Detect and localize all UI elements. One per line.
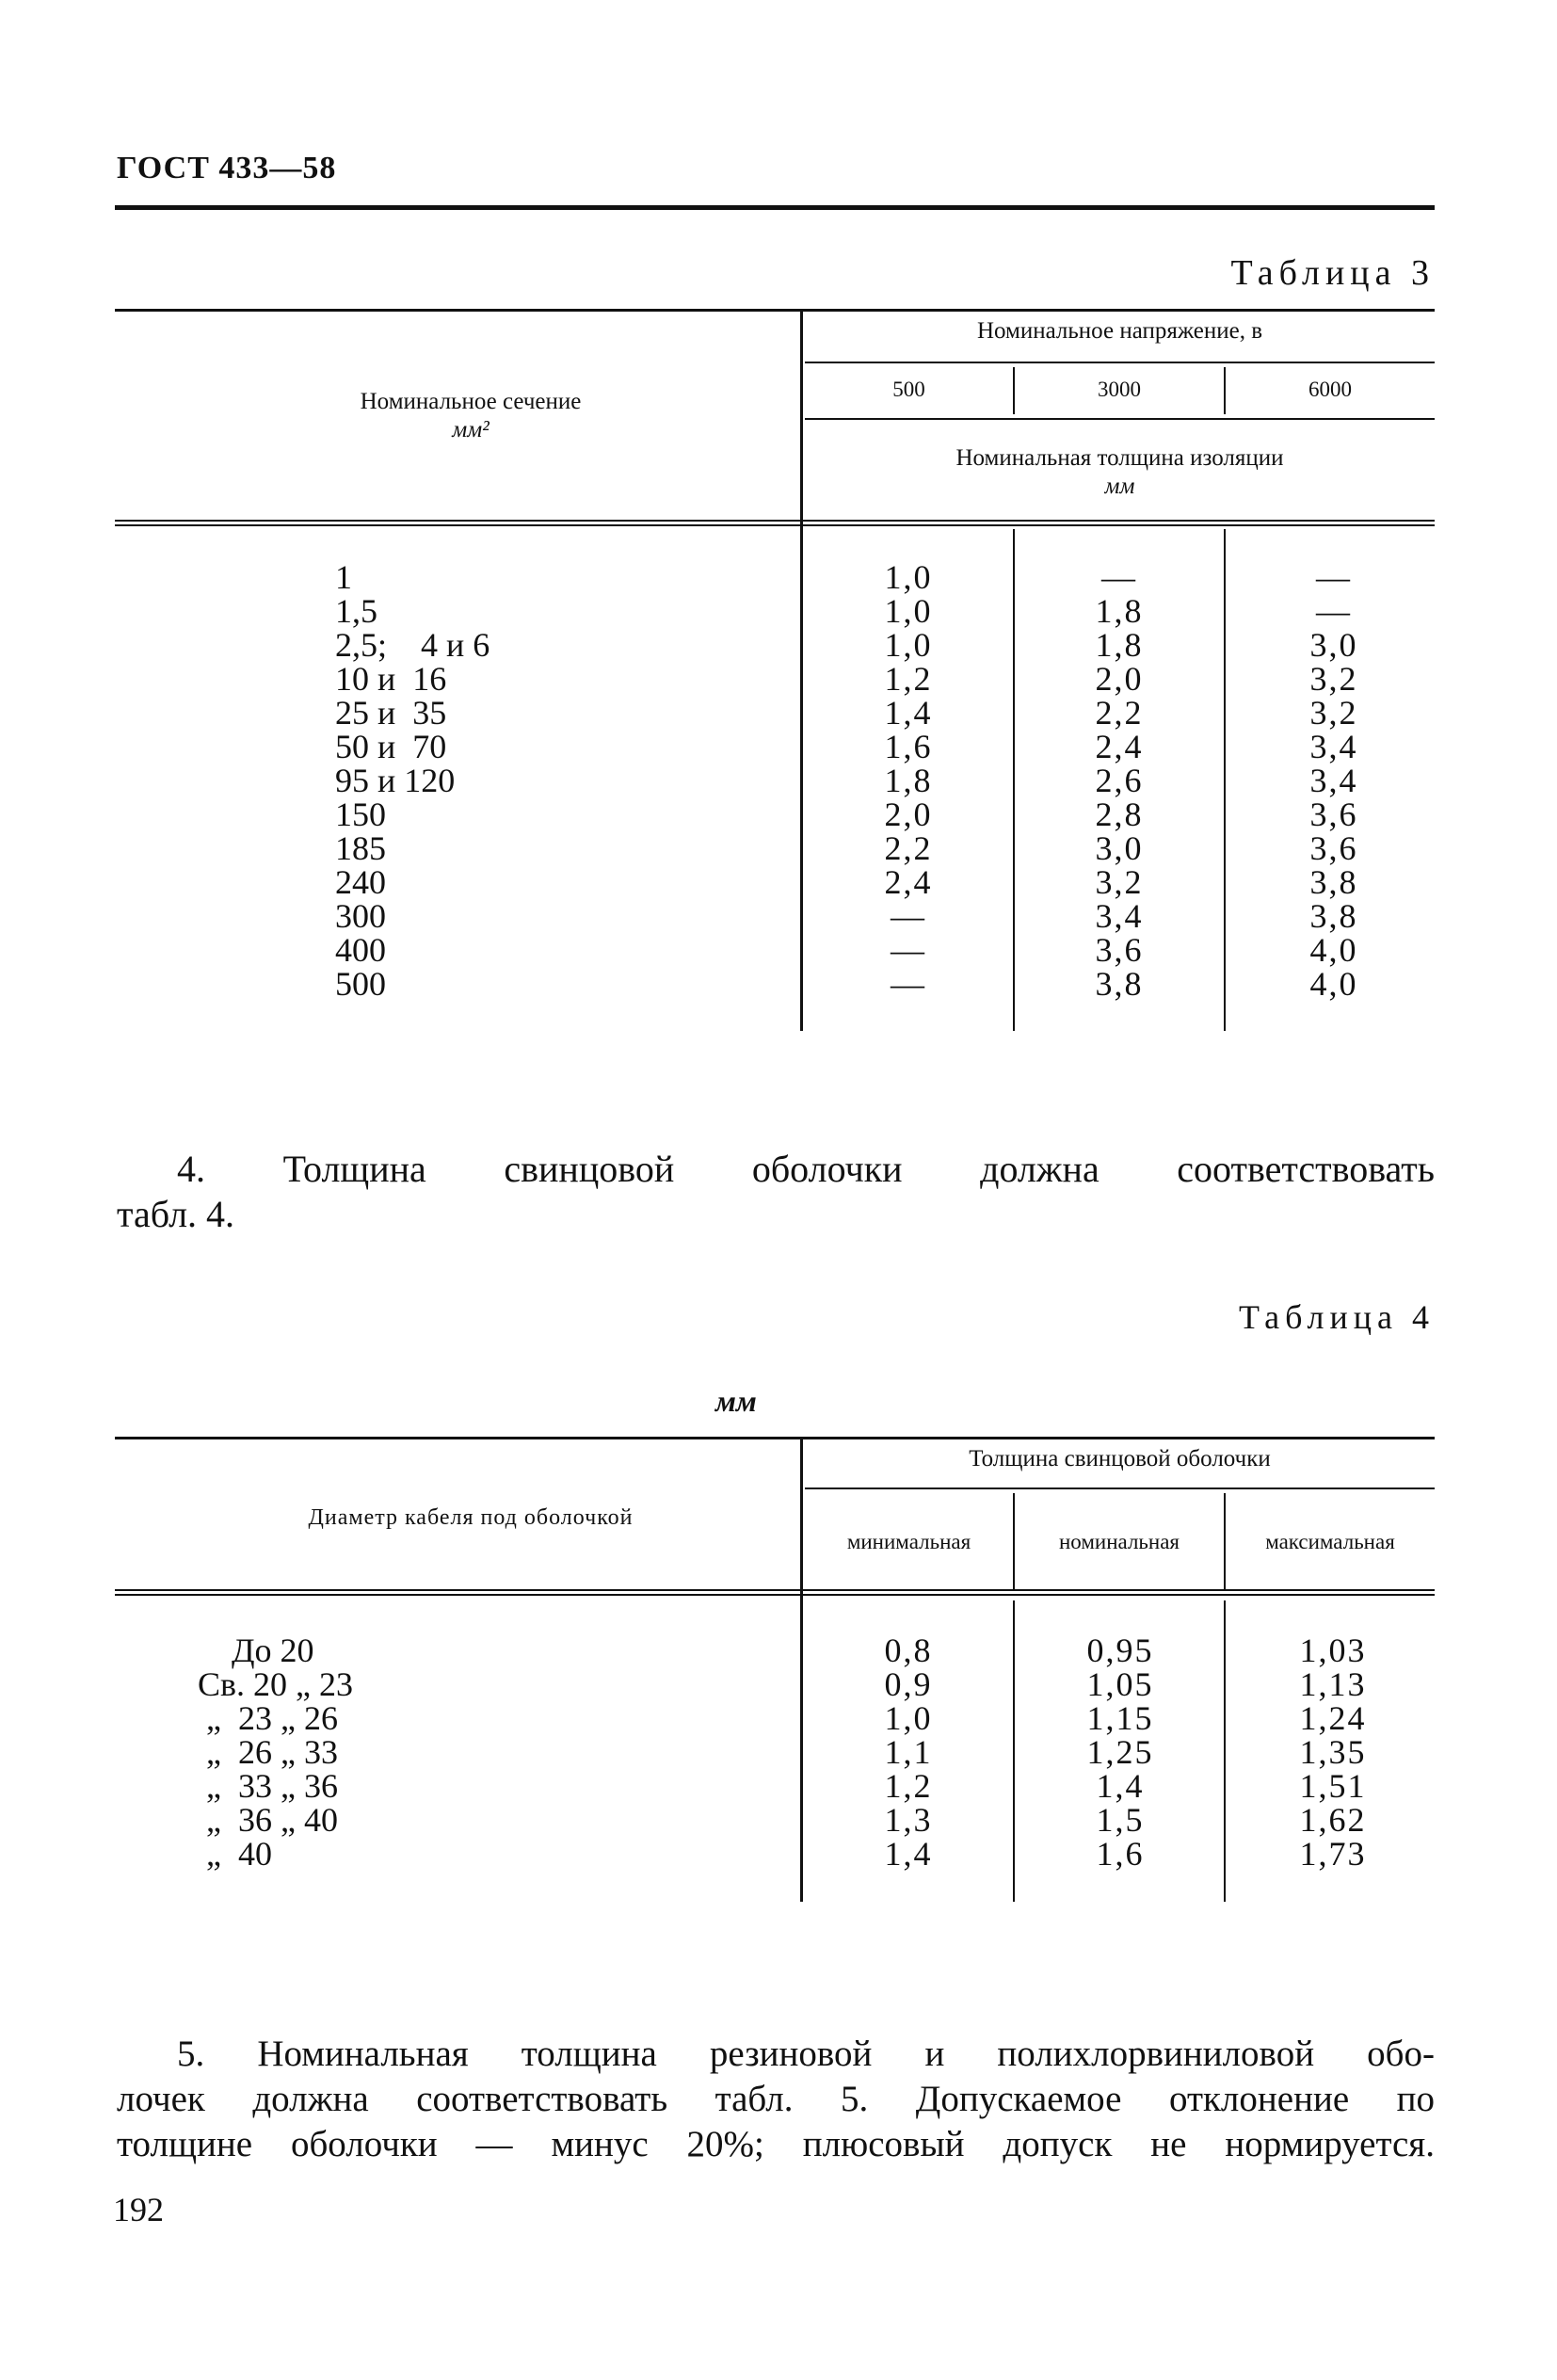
table-cell: 1,24: [1299, 1699, 1367, 1737]
document-header: ГОСТ 433—58: [117, 151, 337, 185]
table4-body-divider-2: [1224, 1600, 1226, 1902]
table3-voltage-500: 500: [892, 378, 925, 401]
table-cell: 25 и 35: [335, 694, 447, 732]
table-cell: 1,8: [884, 762, 933, 799]
table-cell: 2,2: [1095, 694, 1144, 732]
table4-col-nom: [1054, 1633, 1186, 1871]
table3-caption: Таблица 3: [1230, 253, 1435, 293]
table4-col-divider: [800, 1439, 803, 1902]
table-cell: 3,4: [1095, 897, 1144, 935]
table-cell: 0,95: [1086, 1632, 1154, 1669]
table-cell: 500: [335, 965, 386, 1003]
table3-body-divider-2: [1224, 529, 1226, 1031]
table3-thickness-unit: мм: [1104, 474, 1135, 499]
table-cell: 1: [335, 558, 352, 596]
table-cell: 1,6: [884, 728, 933, 765]
table-cell: 1,13: [1299, 1665, 1367, 1703]
table3-col-divider: [800, 311, 803, 1031]
table-cell: —: [891, 965, 926, 1003]
table3-col-6000: [1273, 560, 1395, 1001]
table-cell: 1,4: [884, 1835, 933, 1873]
table-cell: 1,25: [1086, 1733, 1154, 1771]
table-cell: —: [891, 897, 926, 935]
table3-sections: [335, 560, 618, 1001]
para5-line2: лочек должна соответствовать табл. 5. Допускаемое отклонение по: [117, 2079, 1435, 2119]
table3-col1-header: [282, 388, 659, 444]
table-cell: 3,2: [1309, 660, 1358, 698]
table-cell: 1,35: [1299, 1733, 1367, 1771]
table-cell: 300: [335, 897, 386, 935]
table-cell: 3,6: [1309, 796, 1358, 833]
table-cell: 3,0: [1095, 829, 1144, 867]
table4-caption: Таблица 4: [1239, 1298, 1435, 1336]
table4-header-rule: [115, 1589, 1435, 1596]
table4-col-min: [847, 1633, 970, 1871]
para4-line2: табл. 4.: [117, 1193, 235, 1235]
table-cell: 4,0: [1309, 965, 1358, 1003]
table-cell: 3,2: [1095, 863, 1144, 901]
table-cell: 2,0: [1095, 660, 1144, 698]
table4-subheader-min: минимальная: [846, 1530, 971, 1553]
table-cell: 3,8: [1309, 897, 1358, 935]
para5-line1: 5. Номинальная толщина резиновой и полихлорвиниловой обо-: [177, 2034, 1435, 2074]
table-cell: 4,0: [1309, 931, 1358, 969]
table-cell: 150: [335, 796, 386, 833]
table3-col1-header-label: Номинальное сечение: [360, 389, 582, 414]
table3-col1-unit: мм²: [452, 417, 490, 442]
table4-subheader-nom: номинальная: [1058, 1530, 1180, 1553]
table-cell: 0,8: [884, 1632, 933, 1669]
table3-thickness-header: [805, 444, 1435, 501]
table-cell: 95 и 120: [335, 762, 456, 799]
table-cell: 1,0: [884, 626, 933, 664]
table-cell: —: [1316, 592, 1352, 630]
para4-line1: 4. Толщина свинцовой оболочки должна соответствовать: [177, 1148, 1435, 1190]
table-cell: „ 23 „ 26: [198, 1699, 338, 1737]
table4-group-rule: [805, 1488, 1435, 1489]
para5-line3: толщине оболочки — минус 20%; плюсовый допуск не нормируется.: [117, 2124, 1435, 2164]
table-cell: 1,0: [884, 592, 933, 630]
table3-voltage-header: Номинальное напряжение, в: [976, 318, 1263, 344]
table-cell: 3,2: [1309, 694, 1358, 732]
table-cell: 1,5: [1096, 1801, 1145, 1839]
table-cell: 1,1: [884, 1733, 933, 1771]
table4-diameters: [198, 1633, 518, 1871]
table-cell: 3,4: [1309, 728, 1358, 765]
table-cell: 1,0: [884, 558, 933, 596]
table3-col-3000: [1058, 560, 1180, 1001]
table4-subheader-max: максимальная: [1265, 1530, 1395, 1553]
table3-voltages-rule: [805, 418, 1435, 420]
table-cell: 400: [335, 931, 386, 969]
table-cell: 2,5; 4 и 6: [335, 626, 490, 664]
table-cell: 240: [335, 863, 386, 901]
table-cell: 1,51: [1299, 1767, 1367, 1805]
table-cell: 50 и 70: [335, 728, 447, 765]
table-cell: 2,4: [1095, 728, 1144, 765]
table4-unit: мм: [715, 1384, 757, 1418]
table-cell: 1,5: [335, 592, 377, 630]
table-cell: 3,0: [1309, 626, 1358, 664]
table-cell: 1,0: [884, 1699, 933, 1737]
table-cell: 3,6: [1095, 931, 1144, 969]
table-cell: —: [1316, 558, 1352, 596]
table-cell: 1,03: [1299, 1632, 1367, 1669]
page-number: 192: [113, 2191, 164, 2228]
table-cell: 2,6: [1095, 762, 1144, 799]
table3-header-rule: [115, 520, 1435, 526]
table-cell: 1,05: [1086, 1665, 1154, 1703]
table4-col1-header: Диаметр кабеля под оболочкой: [308, 1505, 634, 1530]
table-cell: 3,8: [1309, 863, 1358, 901]
table-cell: 185: [335, 829, 386, 867]
table-cell: 3,4: [1309, 762, 1358, 799]
table-cell: —: [891, 931, 926, 969]
table4-top-rule: [115, 1437, 1435, 1439]
table-cell: 1,4: [1096, 1767, 1145, 1805]
table-cell: 1,3: [884, 1801, 933, 1839]
table-cell: 3,8: [1095, 965, 1144, 1003]
header-rule: [115, 205, 1435, 210]
table-cell: —: [1101, 558, 1137, 596]
table3-body-divider-1: [1013, 529, 1015, 1031]
table-cell: 1,2: [884, 1767, 933, 1805]
table-cell: 2,8: [1095, 796, 1144, 833]
table-cell: 1,6: [1096, 1835, 1145, 1873]
table-cell: „ 33 „ 36: [198, 1767, 338, 1805]
table3-top-rule: [115, 309, 1435, 312]
table-cell: „ 26 „ 33: [198, 1733, 338, 1771]
table-cell: 1,8: [1095, 592, 1144, 630]
table3-thickness-label: Номинальная толщина изоляции: [955, 445, 1284, 471]
table-cell: Св. 20 „ 23: [198, 1665, 353, 1703]
table-cell: 1,73: [1299, 1835, 1367, 1873]
table-cell: „ 36 „ 40: [198, 1801, 338, 1839]
table-cell: 1,62: [1299, 1801, 1367, 1839]
table-cell: 1,2: [884, 660, 933, 698]
table3-voltage-3000: 3000: [1098, 378, 1141, 401]
table-cell: „ 40: [198, 1835, 272, 1873]
table3-voltage-rule: [805, 362, 1435, 363]
table-cell: 2,2: [884, 829, 933, 867]
table3-voltage-6000: 6000: [1308, 378, 1352, 401]
table-cell: До 20: [198, 1632, 314, 1669]
table3-col-500: [847, 560, 970, 1001]
table-cell: 2,4: [884, 863, 933, 901]
table-cell: 1,8: [1095, 626, 1144, 664]
table-cell: 2,0: [884, 796, 933, 833]
table-cell: 0,9: [884, 1665, 933, 1703]
table-cell: 1,4: [884, 694, 933, 732]
table4-group-header: Толщина свинцовой оболочки: [969, 1446, 1271, 1471]
table-cell: 10 и 16: [335, 660, 447, 698]
table4-body-divider-1: [1013, 1600, 1015, 1902]
table4-col-max: [1267, 1633, 1399, 1871]
table-cell: 3,6: [1309, 829, 1358, 867]
table-cell: 1,15: [1086, 1699, 1154, 1737]
